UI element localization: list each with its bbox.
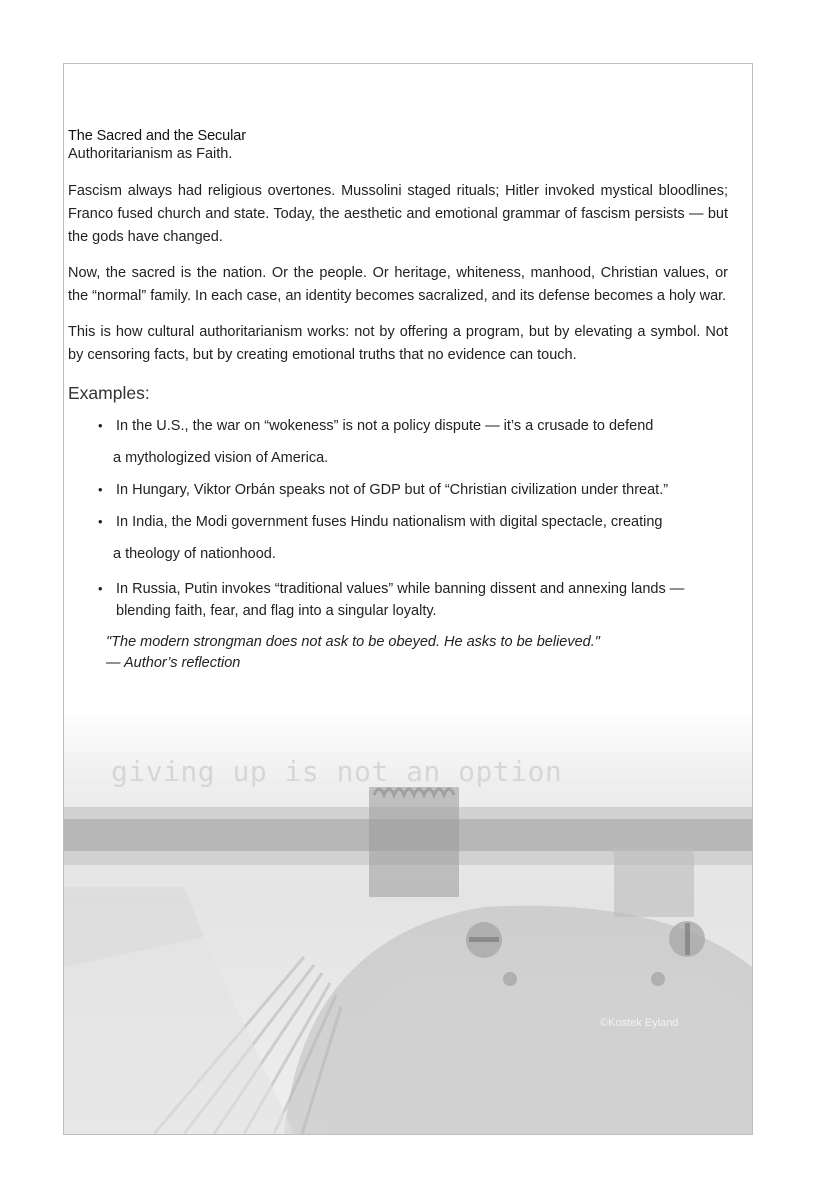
document-title: The Sacred and the Secular: [68, 128, 246, 144]
document-content: [68, 128, 728, 674]
examples-heading: Examples:: [68, 383, 150, 403]
list-item-line: In Russia, Putin invokes “traditional values” while banning dissent and annexing lands —: [116, 581, 685, 597]
list-item: [98, 506, 728, 570]
list-item-line: In the U.S., the war on “wokeness” is not a policy dispute — it’s a crusade to defend: [116, 418, 654, 434]
document-subtitle: Authoritarianism as Faith.: [68, 146, 233, 162]
list-item: [98, 578, 728, 622]
quote-attribution: — Author’s reflection: [106, 655, 241, 671]
quote-text: "The modern strongman does not ask to be obeyed. He asks to be believed.": [106, 634, 600, 650]
bullet-icon: •: [98, 482, 103, 497]
document-page: [63, 63, 753, 1135]
list-item-line: In India, the Modi government fuses Hindu nationalism with digital spectacle, creating: [116, 514, 663, 530]
bullet-icon: •: [98, 418, 103, 433]
typewriter-image: [64, 707, 752, 1134]
paragraph: Now, the sacred is the nation. Or the people. Or heritage, whiteness, manhood, Christian values, or the “normal” family. In each case, an identity becomes sacralized, and its defense becomes a holy war.: [68, 265, 728, 304]
typewriter-text: giving up is not an option: [111, 755, 563, 788]
list-item: [98, 410, 728, 474]
list-item-line: a theology of nationhood.: [113, 546, 276, 562]
list-item: [98, 474, 728, 506]
examples-list: [68, 410, 728, 622]
bullet-icon: •: [98, 581, 103, 596]
image-credit: ©Kostek Eyland: [600, 1017, 679, 1029]
list-item-line: blending faith, fear, and flag into a singular loyalty.: [116, 603, 437, 619]
paragraph: Fascism always had religious overtones. Mussolini staged rituals; Hitler invoked mystical bloodlines; Franco fused church and state. Today, the aesthetic and emotional grammar of fascism persists — but the gods have changed.: [68, 183, 728, 245]
paragraph: This is how cultural authoritarianism works: not by offering a program, but by elevating a symbol. Not by censoring facts, but by creating emotional truths that no evidence can touch.: [68, 324, 728, 363]
pull-quote: [106, 632, 728, 674]
list-item-line: In Hungary, Viktor Orbán speaks not of GDP but of “Christian civilization under threat.”: [116, 482, 669, 498]
bullet-icon: •: [98, 514, 103, 529]
list-item-line: a mythologized vision of America.: [113, 450, 329, 466]
